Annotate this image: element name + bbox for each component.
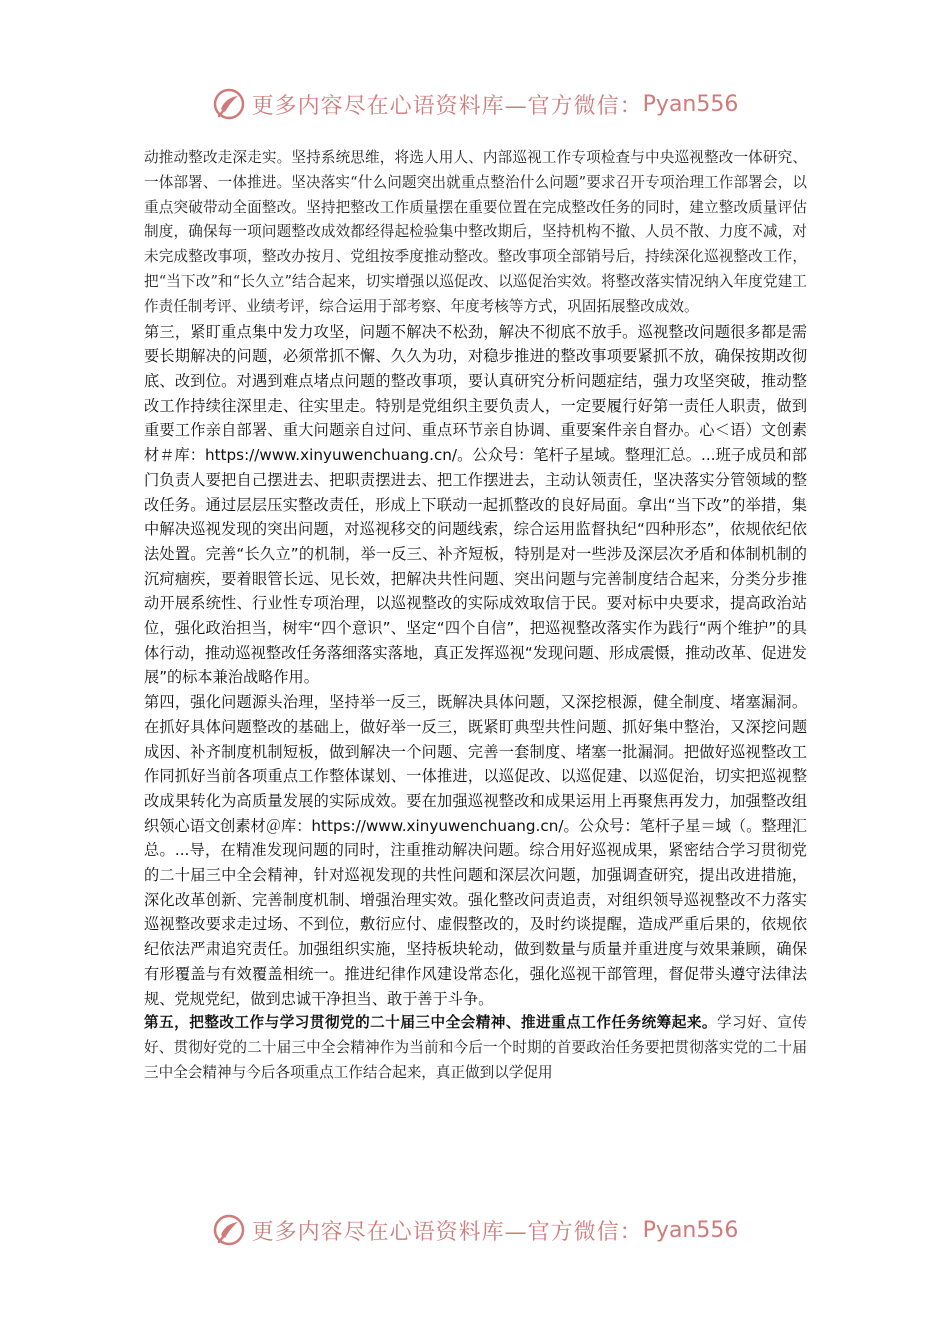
paragraph-third: 第三，紧盯重点集中发力攻坚，问题不解决不松劲，解决不彻底不放手。巡视整改问题很多都是需要长期解决的问题，必须常抓不懈、久久为功，对稳步推进的整改事项要紧抓不放，确保按期改彻底、改到位。对遇到难点堵点问题的整改事项，要认真研究分析问题症结，强力攻坚突破，推动整改工作持续往深里走、往实里走。特别是党组织主要负责人，一定要履行好第一责任人职责，做到重要工作亲自部署、重大问题亲自过问、重点环节亲自协调、重要案件亲自督办。心＜语）文创素材＃库：https://www.xinyuwenchuang.cn/。公众号：笔杆子星域。整理汇总。...班子成员和部门负责人要把自己摆进去、把职责摆进去、把工作摆进去，主动认领责任，坚决落实分管领域的整改任务。通过层层压实整改责任，形成上下联动一起抓整改的良好局面。拿出“当下改”的举措，集中解决巡视发现的突出问题，对巡视移交的问题线索，综合运用监督执纪“四种形态”，依规依纪依法处置。完善“长久立”的机制，举一反三、补齐短板，特别是对一些涉及深层次矛盾和体制机制的沉疴痼疾，要着眼管长远、见长效，把解决共性问题、突出问题与完善制度结合起来，分类分步推动开展系统性、行业性专项治理，以巡视整改的实际成效取信于民。要对标中央要求，提高政治站位，强化政治担当，树牢“四个意识”、坚定“四个自信”，把巡视整改落实作为践行“两个维护”的具体行动，推动巡视整改任务落细落实落地，真正发挥巡视“发现问题、形成震慑，推动改革、促进发展”的标本兼治战略作用。 [144, 322, 807, 687]
banner-wechat-id: Pyan556 [642, 91, 739, 117]
paragraph-continued: 动推动整改走深走实。坚持系统思维，将选人用人、内部巡视工作专项检查与中央巡视整改一体研究、一体部署、一体推进。坚决落实“什么问题突出就重点整治什么问题”要求召开专项治理工作部署会，以重点突破带动全面整改。坚持把整改工作质量摆在重要位置在完成整改任务的同时，建立整改质量评估制度，确保每一项问题整改成效都经得起检验集中整改期后，坚持机构不撤、人员不散、力度不减，对未完成整改事项，整改办按月、党组按季度推动整改。整改事项全部销号后，持续深化巡视整改工作，把“当下改”和“长久立”结合起来，切实增强以巡促改、以巡促治实效。将整改落实情况纳入年度党建工作责任制考评、业绩考评，综合运用于部考察、年度考核等方式，巩固拓展整改成效。 [144, 149, 807, 315]
document-body [144, 146, 807, 1086]
header-watermark-banner [0, 82, 950, 126]
brand-logo-icon [212, 87, 246, 121]
banner-wechat-id: Pyan556 [642, 1217, 739, 1243]
brand-logo-icon [212, 1213, 246, 1247]
footer-watermark-banner [0, 1208, 950, 1252]
banner-text: 更多内容尽在心语资料库—官方微信： [251, 93, 643, 119]
banner-text: 更多内容尽在心语资料库—官方微信： [251, 1219, 643, 1245]
paragraph-fourth: 第四，强化问题源头治理，坚持举一反三，既解决具体问题，又深挖根源，健全制度、堵塞漏洞。在抓好具体问题整改的基础上，做好举一反三，既紧盯典型共性问题、抓好集中整治，又深挖问题成因、补齐制度机制短板，做到解决一个问题、完善一套制度、堵塞一批漏洞。把做好巡视整改工作同抓好当前各项重点工作整体谋划、一体推进，以巡促改、以巡促建、以巡促治，切实把巡视整改成果转化为高质量发展的实际成效。要在加强巡视整改和成果运用上再聚焦再发力，加强整改组织领心语文创素材＠库：https://www.xinyuwenchuang.cn/。公众号：笔杆子星＝域（。整理汇总。...导，在精准发现问题的同时，注重推动解决问题。综合用好巡视成果，紧密结合学习贯彻党的二十届三中全会精神，针对巡视发现的共性问题和深层次问题，加强调查研究，提出改进措施，深化改革创新、完善制度机制、增强治理实效。强化整改问责追责，对组织领导巡视整改不力落实巡视整改要求走过场、不到位，敷衍应付、虚假整改的，及时约谈提醒，造成严重后果的，依规依纪依法严肃追究责任。加强组织实施，坚持板块轮动，做到数量与质量并重进度与效果兼顾，确保有形覆盖与有效覆盖相统一。推进纪律作风建设常态化，强化巡视干部管理，督促带头遵守法律法规、党规党纪，做到忠诚干净担当、敢于善于斗争。 [144, 693, 807, 1008]
paragraph-fifth-heading: 第五，把整改工作与学习贯彻党的二十届三中全会精神、推进重点工作任务统筹起来。 [144, 1014, 717, 1032]
paragraph-fifth [144, 1011, 807, 1085]
paragraph-fifth-text: 学习好、宣传好、贯彻好党的二十届三中全会精神作为当前和今后一个时期的首要政治任务要把贯彻落实党的二十届三中全会精神与今后各项重点工作结合起来，真正做到以学促用 [144, 1014, 807, 1081]
